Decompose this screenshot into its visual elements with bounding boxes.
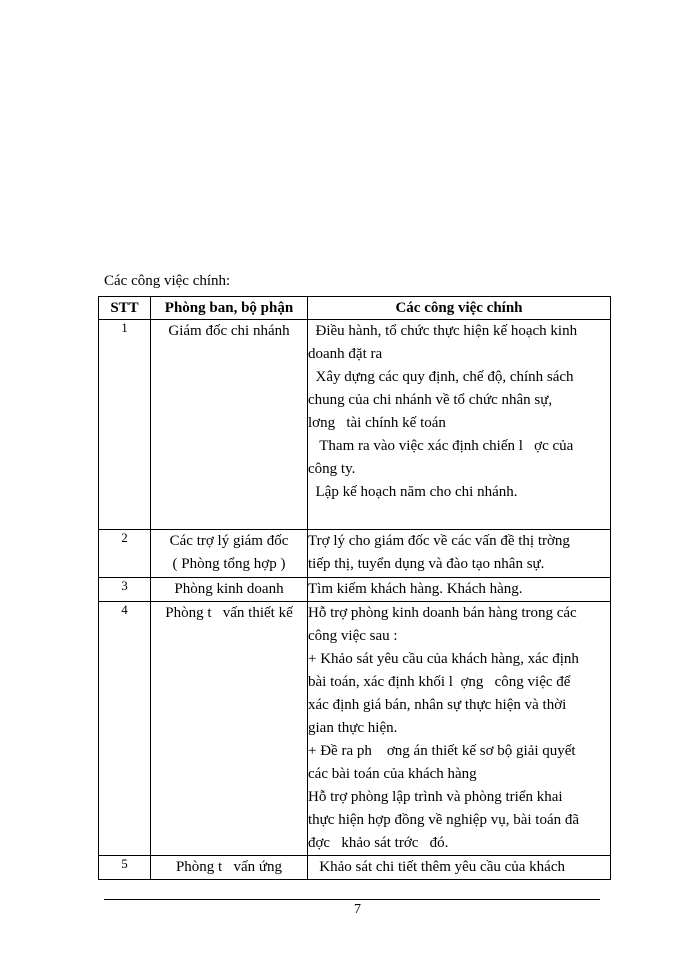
- row-stt: 5: [99, 856, 151, 880]
- text-line: + Đề ra ph ơng án thiết kế sơ bộ giải quyết: [308, 743, 576, 759]
- text-line: xác định giá bán, nhân sự thực hiện và thời: [308, 697, 567, 713]
- row-department: [151, 602, 308, 856]
- text-line: Khảo sát chi tiết thêm yêu cầu của khách: [308, 859, 565, 875]
- row-stt: 3: [99, 578, 151, 602]
- text-line: Xây dựng các quy định, chế độ, chính sách: [308, 369, 574, 385]
- text-line: Điều hành, tổ chức thực hiện kế hoạch kinh: [308, 323, 578, 339]
- text-line: ( Phòng tổng hợp ): [172, 556, 286, 572]
- row-department: [151, 320, 308, 530]
- table-row: [99, 602, 611, 856]
- table-row: [99, 856, 611, 880]
- text-line: Lập kế hoạch năm cho chi nhánh.: [308, 484, 518, 500]
- footer-divider: [104, 899, 600, 900]
- row-stt: 2: [99, 530, 151, 578]
- text-line: Các trợ lý giám đốc: [169, 533, 289, 549]
- row-tasks: [308, 856, 611, 880]
- row-department: [151, 856, 308, 880]
- row-tasks: [308, 320, 611, 530]
- text-line: công việc sau :: [308, 628, 398, 644]
- row-stt: 4: [99, 602, 151, 856]
- row-tasks: [308, 602, 611, 856]
- text-line: chung của chi nhánh về tổ chức nhân sự,: [308, 392, 553, 408]
- row-tasks: [308, 578, 611, 602]
- text-line: Trợ lý cho giám đốc về các vấn đề thị trờng: [308, 533, 570, 549]
- text-line: Tìm kiếm khách hàng. Khách hàng.: [308, 581, 523, 597]
- header-department: Phòng ban, bộ phận: [151, 297, 308, 320]
- page-number: 7: [354, 902, 361, 917]
- text-line: doanh đặt ra: [308, 346, 383, 362]
- text-line: Tham ra vào việc xác định chiến l ợc của: [308, 438, 574, 454]
- text-line: đợc khảo sát trớc đó.: [308, 835, 449, 851]
- table-row: [99, 530, 611, 578]
- row-department: [151, 578, 308, 602]
- table-caption: Các công việc chính:: [104, 273, 231, 289]
- text-line: Hỗ trợ phòng kinh doanh bán hàng trong các: [308, 605, 577, 621]
- text-line: Hỗ trợ phòng lập trình và phòng triển khai: [308, 789, 563, 805]
- text-line: thực hiện hợp đồng về nghiệp vụ, bài toán đã: [308, 812, 580, 828]
- row-stt: 1: [99, 320, 151, 530]
- text-line: công ty.: [308, 461, 356, 477]
- text-line: Giám đốc chi nhánh: [168, 323, 290, 339]
- text-line: tiếp thị, tuyển dụng và đào tạo nhân sự.: [308, 556, 545, 572]
- row-department: [151, 530, 308, 578]
- header-tasks: Các công việc chính: [308, 297, 611, 320]
- table-row: [99, 578, 611, 602]
- table-row: [99, 320, 611, 530]
- text-line: bài toán, xác định khối l ợng công việc để: [308, 674, 571, 690]
- text-line: + Khảo sát yêu cầu của khách hàng, xác định: [308, 651, 579, 667]
- table-header-row: [99, 297, 611, 320]
- text-line: Phòng t vấn thiết kế: [165, 605, 293, 621]
- text-line: Phòng kinh doanh: [174, 581, 284, 597]
- task-table: [98, 296, 611, 880]
- text-line: các bài toán của khách hàng: [308, 766, 477, 782]
- text-line: lơng tài chính kế toán: [308, 415, 446, 431]
- header-stt: STT: [99, 297, 151, 320]
- text-line: Phòng t vấn ứng: [175, 859, 283, 875]
- row-tasks: [308, 530, 611, 578]
- text-line: gian thực hiện.: [308, 720, 398, 736]
